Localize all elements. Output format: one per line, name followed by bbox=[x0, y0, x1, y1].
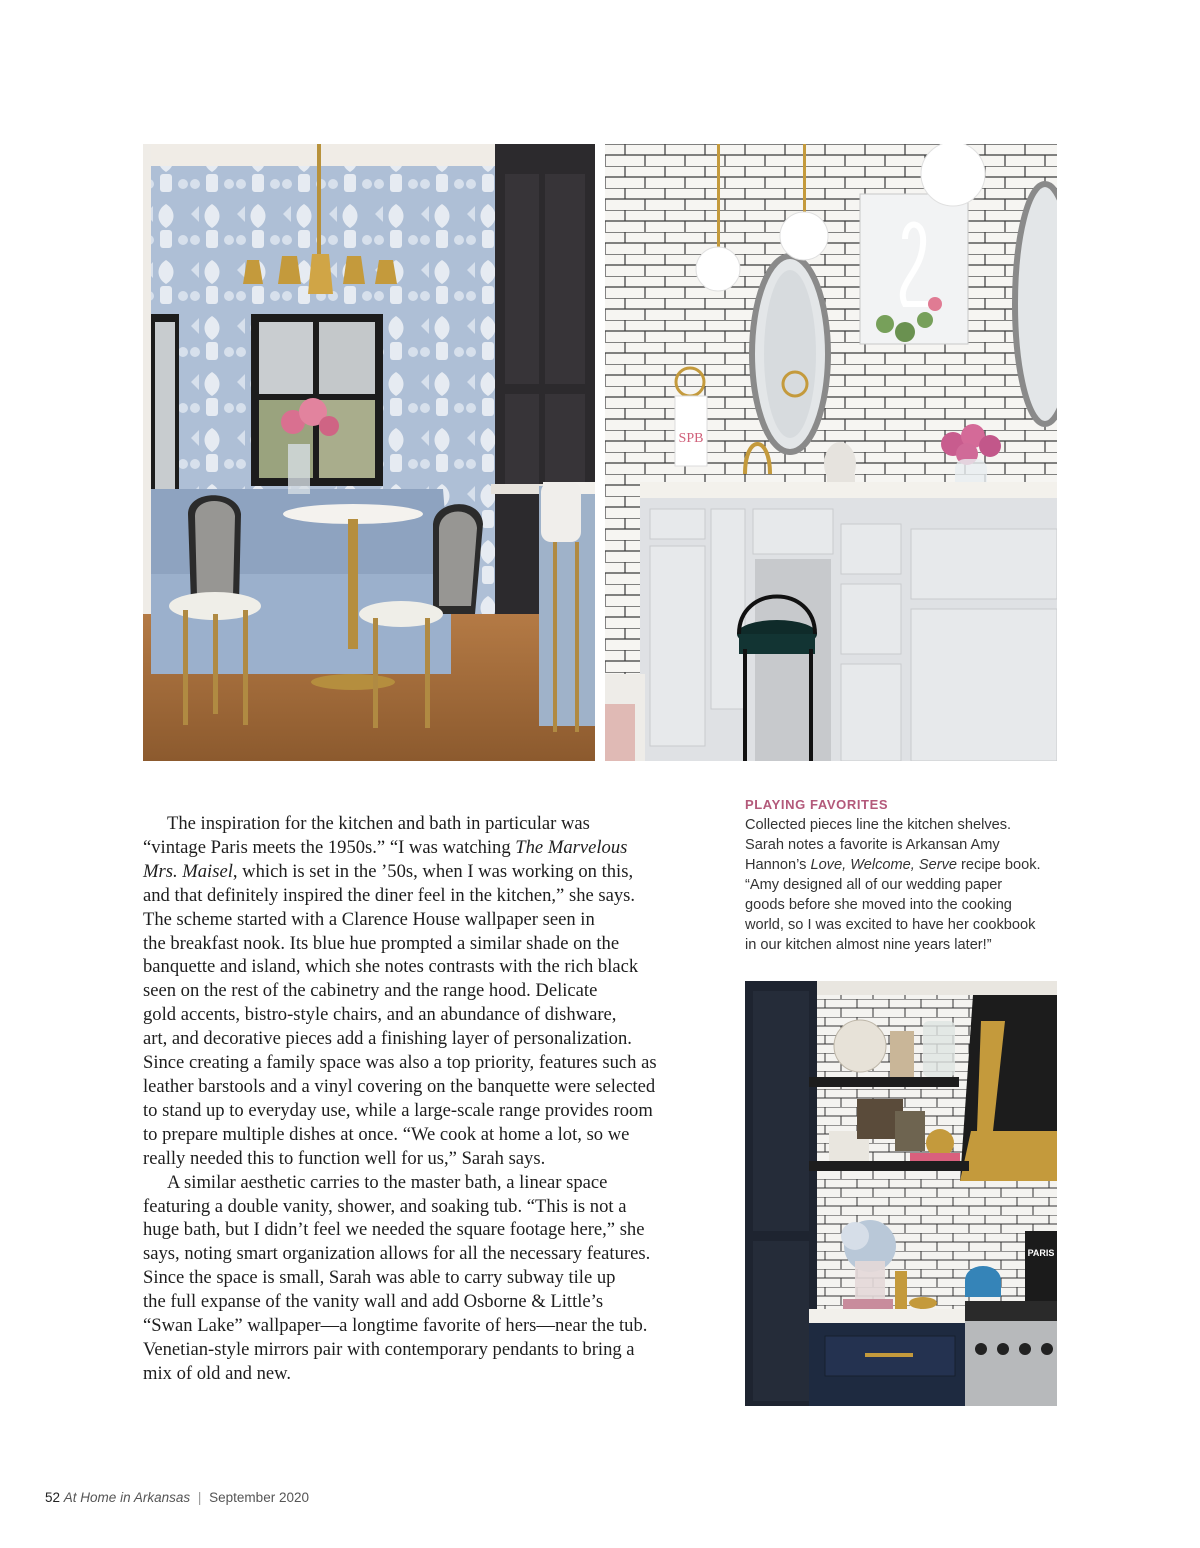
text-line: says, noting smart organization allows for all the necessary features. bbox=[143, 1243, 651, 1265]
text-line: mix of old and new. bbox=[143, 1362, 292, 1384]
text-line: leather barstools and a vinyl covering on the banquette were selected bbox=[143, 1075, 656, 1097]
caption-line: Sarah notes a favorite is Arkansan Amy bbox=[745, 837, 1000, 853]
text-line: gold accents, bistro-style chairs, and an abundance of dishware, bbox=[143, 1004, 617, 1026]
caption-line: Hannon’s Love, Welcome, Serve recipe book. bbox=[745, 857, 1041, 873]
folio-separator: | bbox=[197, 1490, 202, 1505]
text-line: Mrs. Maisel, which is set in the ’50s, when I was working on this, bbox=[143, 860, 634, 882]
paris-book-label: PARIS bbox=[1027, 1248, 1055, 1258]
bath-vanity-photo bbox=[605, 144, 1057, 761]
text-line: banquette and island, which she notes contrasts with the rich black bbox=[143, 956, 639, 978]
text-line: really needed this to function well for us,” Sarah says. bbox=[143, 1147, 546, 1169]
magazine-title: At Home in Arkansas bbox=[63, 1490, 191, 1505]
show-title-italic: The Marvelous bbox=[515, 836, 628, 858]
text-line: to prepare multiple dishes at once. “We cook at home a lot, so we bbox=[143, 1123, 630, 1145]
caption-line: in our kitchen almost nine years later!” bbox=[745, 937, 992, 953]
caption-line: goods before she moved into the cooking bbox=[745, 897, 1012, 913]
book-title-italic: Love, Welcome, Serve bbox=[810, 857, 957, 873]
show-title-italic: Mrs. Maisel bbox=[143, 860, 233, 882]
text-line: featuring a double vanity, shower, and soaking tub. “This is not a bbox=[143, 1195, 627, 1217]
text-line: A similar aesthetic carries to the master bath, a linear space bbox=[167, 1171, 608, 1193]
issue-date: September 2020 bbox=[209, 1490, 309, 1505]
caption-line: Collected pieces line the kitchen shelves. bbox=[745, 817, 1012, 833]
text-line: art, and decorative pieces add a finishing layer of personalization. bbox=[143, 1028, 632, 1050]
photo-caption bbox=[745, 796, 1065, 955]
text-line: to stand up to everyday use, while a large-scale range provides room bbox=[143, 1099, 653, 1121]
text-line: seen on the rest of the cabinetry and the range hood. Delicate bbox=[143, 980, 598, 1002]
text-line: “vintage Paris meets the 1950s.” “I was watching The Marvelous bbox=[143, 836, 628, 858]
page-number: 52 bbox=[45, 1490, 61, 1505]
breakfast-nook-photo bbox=[143, 144, 595, 761]
article-paragraph-2 bbox=[143, 1171, 683, 1386]
caption-line: world, so I was excited to have her cookbook bbox=[745, 917, 1036, 933]
article-body bbox=[143, 812, 683, 1386]
article-paragraph-1 bbox=[143, 812, 683, 1171]
page-folio bbox=[45, 1490, 309, 1505]
kitchen-shelves-photo bbox=[745, 981, 1057, 1406]
text-line: the full expanse of the vanity wall and add Osborne & Little’s bbox=[143, 1291, 604, 1313]
text-line: Since the space is small, Sarah was able to carry subway tile up bbox=[143, 1267, 616, 1289]
text-line: “Swan Lake” wallpaper—a longtime favorite of hers—near the tub. bbox=[143, 1315, 648, 1337]
text-line: Since creating a family space was also a top priority, features such as bbox=[143, 1052, 657, 1074]
text-line: huge bath, but I didn’t feel we needed the square footage here,” she bbox=[143, 1219, 645, 1241]
towel-monogram: SPB bbox=[678, 431, 704, 446]
caption-heading: PLAYING FAVORITES bbox=[745, 797, 889, 812]
text-line: The scheme started with a Clarence House wallpaper seen in bbox=[143, 908, 595, 930]
text-line: The inspiration for the kitchen and bath in particular was bbox=[167, 813, 590, 834]
text-line: the breakfast nook. Its blue hue prompted a similar shade on the bbox=[143, 932, 620, 954]
text-line: Venetian-style mirrors pair with contemporary pendants to bring a bbox=[143, 1338, 635, 1360]
caption-line: “Amy designed all of our wedding paper bbox=[745, 877, 1003, 893]
text-line: and that definitely inspired the diner feel in the kitchen,” she says. bbox=[143, 884, 636, 906]
